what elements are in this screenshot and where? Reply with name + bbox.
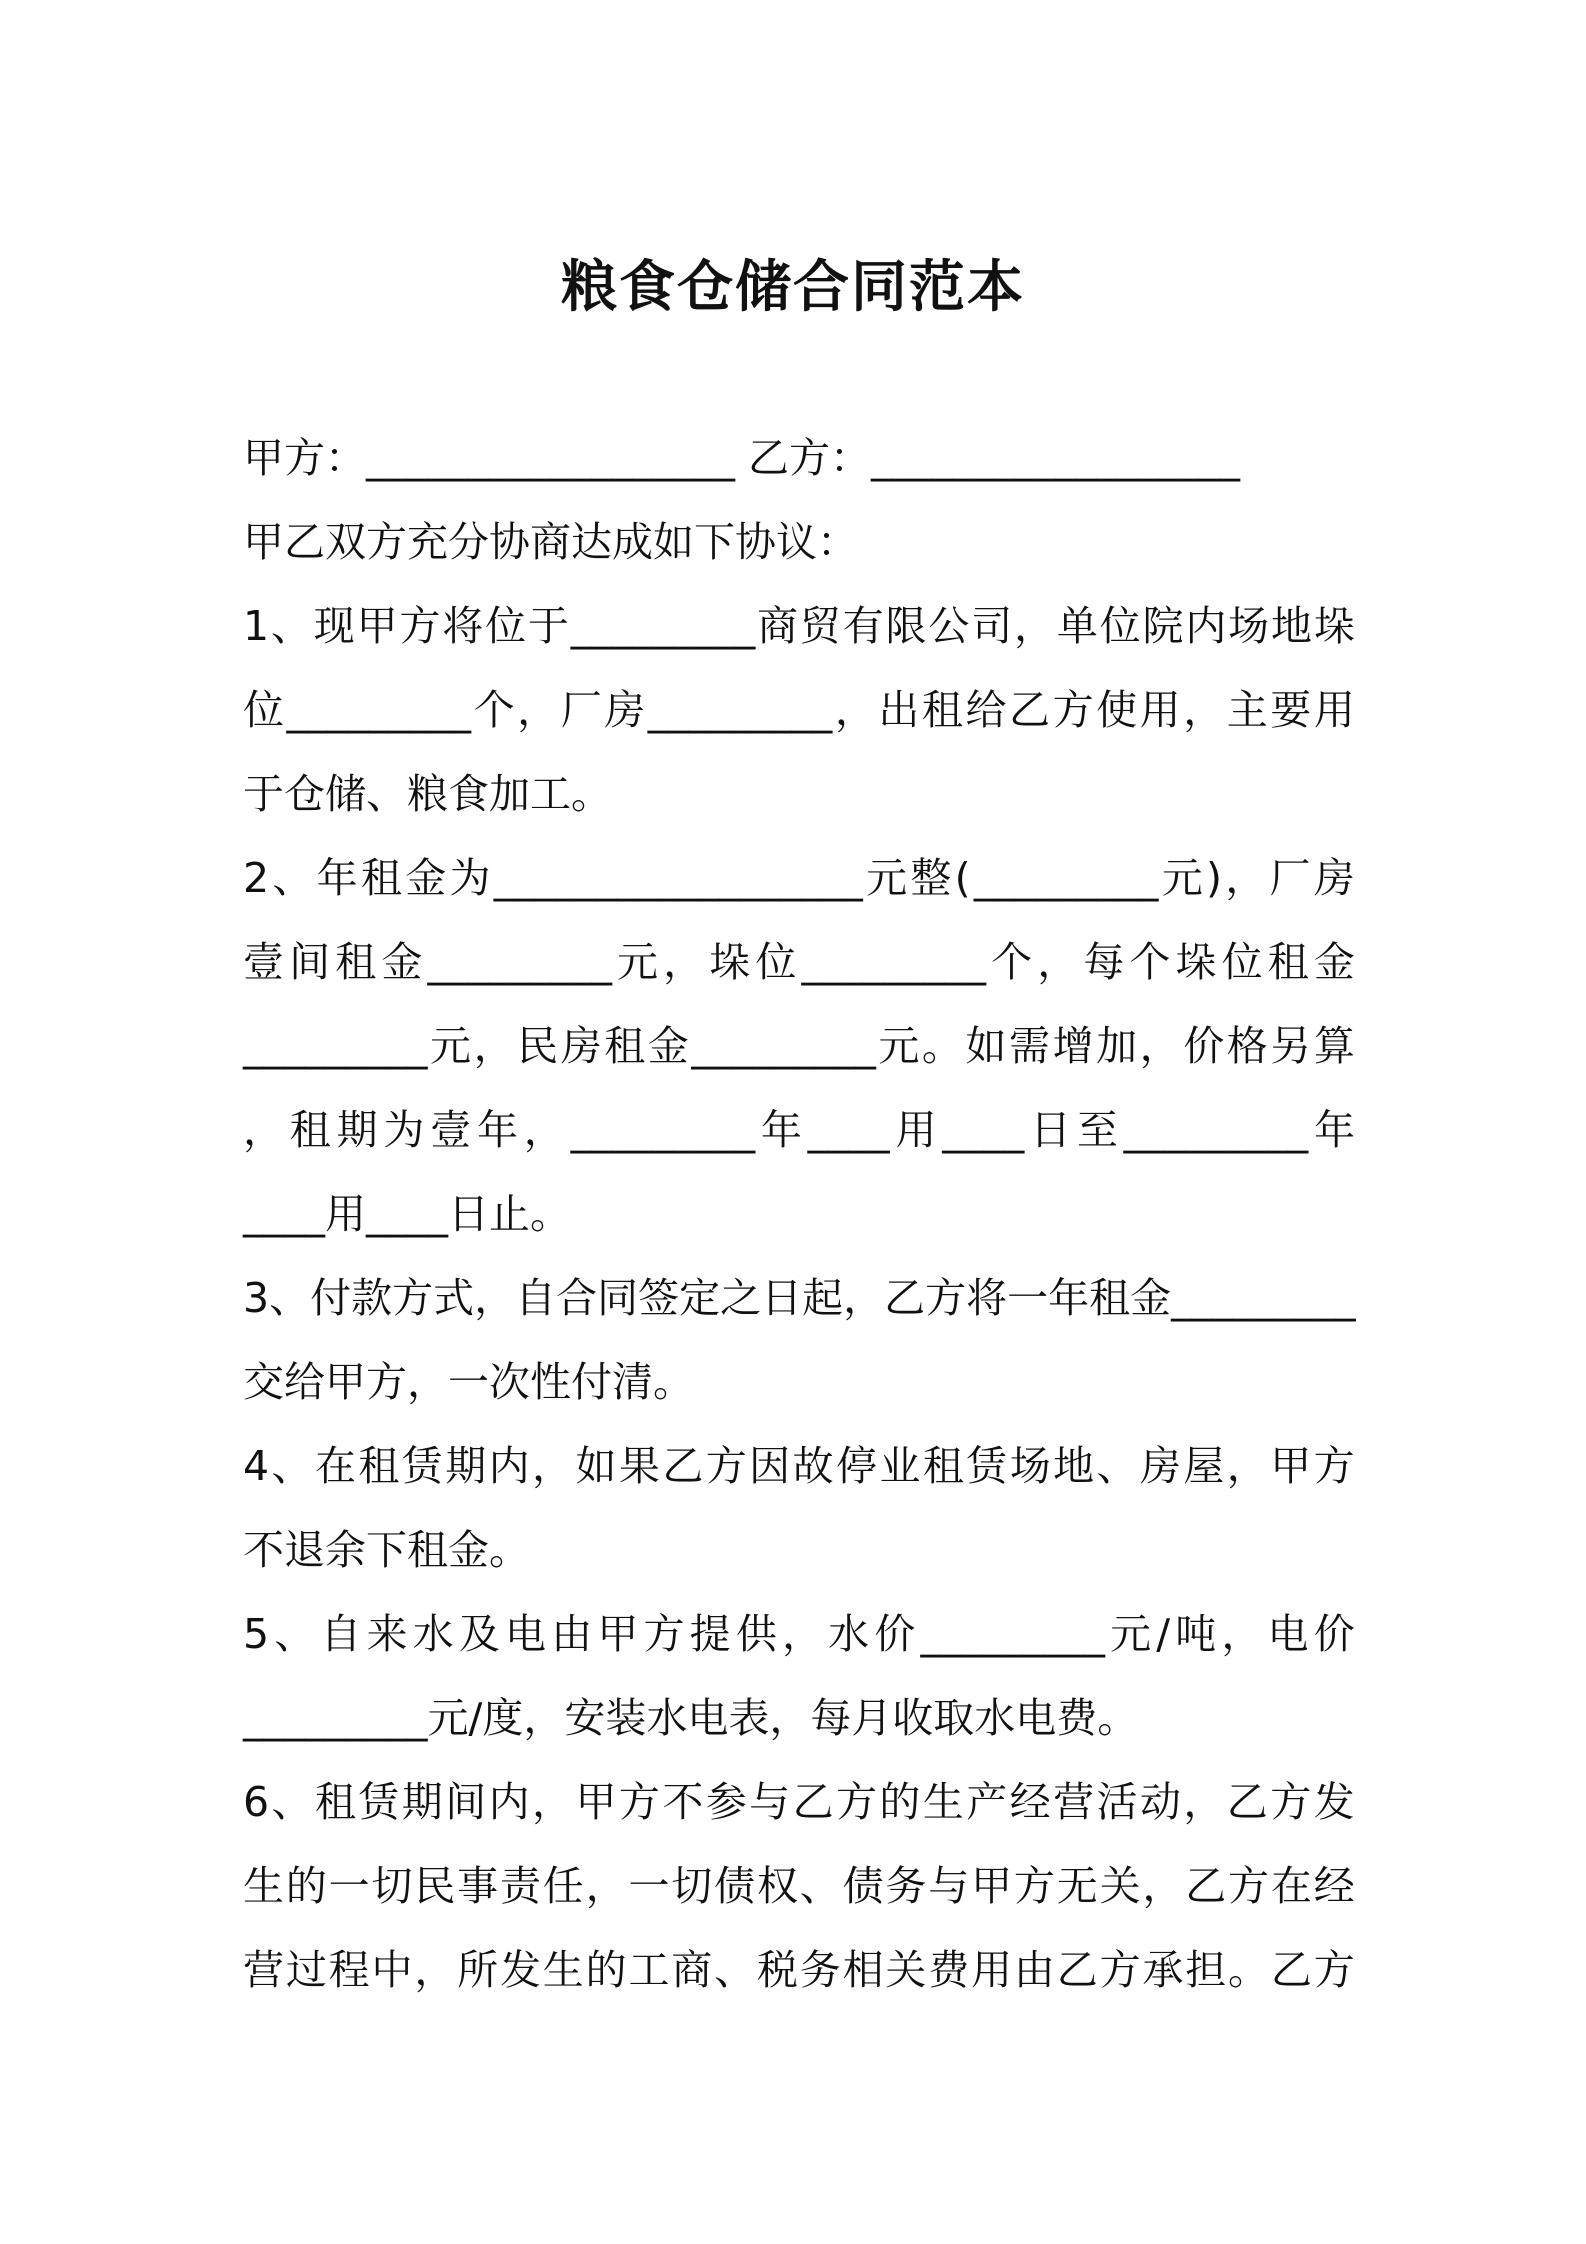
line-char: 故 [792,1442,834,1490]
line-char: 位 [1099,602,1141,650]
line-char: 日 [1030,1106,1072,1154]
line-char: 租 [335,938,377,986]
line-char: 电 [505,1610,547,1658]
line-char: 在 [1270,1862,1312,1910]
line-char: ， [532,1778,574,1826]
text-line [243,1088,1355,1172]
line-char: 生 [922,1778,964,1826]
line-char: _________ [570,602,756,650]
line-char: 甲 [575,1778,617,1826]
document-body [243,416,1355,2012]
line-char: 责 [499,1862,541,1910]
line-char: 经 [1313,1862,1355,1910]
line-char: 起 [802,1274,844,1322]
line-char: 同 [597,1274,639,1322]
line-text: ____用____日止。 [243,1190,571,1238]
line-char: 使 [1096,686,1138,734]
line-char: ， [473,1022,515,1070]
line-char: 权 [756,1862,798,1910]
line-char: 赁 [966,1442,1008,1490]
line-char: 给 [965,686,1007,734]
line-char: 、 [1096,1442,1138,1490]
line-char: 债 [842,1862,884,1910]
line-char: 过 [285,1946,327,1994]
line-char: 不 [662,1778,704,1826]
line-char: ， [414,1946,456,1994]
line-char: 租 [360,854,402,902]
line-char: 1 [243,602,270,650]
line-char: 日 [761,1274,803,1322]
line-char: 发 [1313,1778,1355,1826]
text-line [243,668,1355,752]
line-text: 于仓储、粮食加工。 [243,770,612,818]
line-char: ( [954,854,971,902]
line-char: ， [1183,686,1225,734]
line-char: 事 [457,1862,499,1910]
line-char: 租 [1089,1274,1131,1322]
line-char: 地 [1053,1442,1095,1490]
line-char: 金 [1313,938,1355,986]
line-char: 另 [1270,1022,1312,1070]
line-char: 乙 [884,1274,926,1322]
line-char: 壹 [243,938,284,986]
text-line [243,1256,1355,1340]
line-char: 厂 [560,686,602,734]
line-char: 方 [399,602,441,650]
line-char: 间 [289,938,331,986]
line-char: 承 [1142,1946,1184,1994]
line-char: 元 [1161,854,1203,902]
line-char: 垛 [709,938,751,986]
line-char: 商 [757,602,799,650]
line-char: 间 [445,1778,487,1826]
line-char: 金 [1130,1274,1172,1322]
text-line [243,1760,1355,1844]
line-char: 甲 [1270,1442,1312,1490]
line-char: 定 [679,1274,721,1322]
line-char: 算 [1313,1022,1355,1070]
line-char: 价 [1313,1610,1355,1658]
line-char: 甲 [971,1862,1013,1910]
line-char: 金 [405,854,447,902]
line-char: 程 [328,1946,370,1994]
line-char: 务 [799,1946,841,1994]
line-char: 的 [879,1778,921,1826]
line-char: 方 [925,1274,967,1322]
line-char: 签 [638,1274,680,1322]
text-line [243,1172,1355,1256]
line-char: 担 [1185,1946,1227,1994]
line-char: ， [1037,938,1079,986]
line-char: 切 [371,1862,413,1910]
line-char: 屋 [1183,1442,1225,1490]
line-char: 在 [314,1442,356,1490]
line-char: 5 [243,1610,270,1658]
line-char: _________ [920,1610,1105,1658]
line-char: 房 [1139,1442,1181,1490]
line-char: 参 [705,1778,747,1826]
line-char: 乙 [1270,1946,1312,1994]
line-char: 元 [866,854,908,902]
line-char: 甲 [356,602,398,650]
line-char: _________ [691,1022,876,1070]
text-line [243,416,1355,500]
text-line [243,1844,1355,1928]
line-char: ) [1205,854,1222,902]
line-char: 将 [966,1274,1008,1322]
line-text: 交给甲方，一次性付清。 [243,1358,694,1406]
line-char: 活 [1096,1778,1138,1826]
line-char: 年 [316,854,358,902]
line-char: 自 [515,1274,557,1322]
line-char: 民 [414,1862,456,1910]
line-char: _________ [570,1106,756,1154]
line-char: ____ [807,1106,890,1154]
line-char: ， [517,686,559,734]
line-char: 元 [1110,1610,1152,1658]
line-char: 内 [488,1442,530,1490]
line-char: 与 [928,1862,970,1910]
line-char: 用 [895,1106,937,1154]
line-char: 为 [383,1106,425,1154]
line-char: 业 [879,1442,921,1490]
line-char: 乙 [1056,1946,1098,1994]
line-char: 之 [720,1274,762,1322]
line-char: 场 [1009,1442,1051,1490]
line-char: ， [532,1442,574,1490]
line-char: ， [523,1106,565,1154]
line-char: ____ [942,1106,1025,1154]
line-char: 相 [842,1946,884,1994]
line-char: 电 [1267,1610,1309,1658]
line-char: 的 [585,1946,627,1994]
line-char: ， [1014,602,1056,650]
text-line [243,584,1355,668]
line-text: 甲乙双方充分协商达成如下协议： [243,518,858,566]
line-char: _________ [973,854,1159,902]
line-char: 生 [542,1946,584,1994]
line-char: 乙 [1185,1862,1227,1910]
line-char: 、 [269,1274,311,1322]
line-char: 位 [1221,938,1263,986]
line-char: 吨 [1175,1610,1217,1658]
line-char: _________ [647,686,833,734]
text-line [243,1592,1355,1676]
line-char: 整 [910,854,952,902]
line-char: 个 [1129,938,1171,986]
line-char: 租 [289,1106,331,1154]
line-char: 如 [575,1442,617,1490]
line-char: 位 [755,938,797,986]
line-char: / [1156,1610,1171,1658]
line-char: 金 [647,1022,689,1070]
line-char: ， [585,1862,627,1910]
line-char: 方 [705,1442,747,1490]
line-char: 务 [885,1862,927,1910]
line-char: 垛 [1175,938,1217,986]
line-char: 发 [499,1946,541,1994]
line-char: 动 [1139,1778,1181,1826]
line-char: 所 [457,1946,499,1994]
text-line [243,752,1355,836]
line-char: ， [843,1274,885,1322]
line-char: 房 [604,686,646,734]
line-char: 方 [1099,1946,1141,1994]
line-char: 赁 [401,1442,443,1490]
line-char: 需 [1009,1022,1051,1070]
line-char: 贸 [799,602,841,650]
text-line [243,1004,1355,1088]
line-char: 租 [604,1022,646,1070]
line-char: 付 [310,1274,352,1322]
line-char: 。 [921,1022,963,1070]
line-char: 为 [449,854,491,902]
line-text: 不退余下租金。 [243,1526,530,1574]
line-char: 用 [971,1946,1013,1994]
line-char: 位 [485,602,527,650]
line-char: ， [834,686,876,734]
line-char: 乙 [792,1778,834,1826]
line-char: 因 [749,1442,791,1490]
line-char: 生 [243,1862,284,1910]
line-char: 房 [1313,854,1355,902]
line-char: 每 [1083,938,1125,986]
line-char: 赁 [358,1778,400,1826]
line-char: 厂 [1269,854,1311,902]
line-char: 水 [828,1610,870,1658]
line-text: 甲方：__________________ 乙方：__________________ [243,434,1241,482]
text-line [243,1508,1355,1592]
line-char: 关 [1099,1862,1141,1910]
line-char: 及 [458,1610,500,1658]
line-char: 4 [243,1442,270,1490]
line-char: 合 [556,1274,598,1322]
line-char: 费 [928,1946,970,1994]
line-char: 水 [412,1610,454,1658]
line-char: 一 [328,1862,370,1910]
line-char: ， [781,1610,823,1658]
line-char: 供 [735,1610,777,1658]
line-char: 至 [1076,1106,1118,1154]
line-char: 限 [885,602,927,650]
line-text: _________元/度，安装水电表，每月收取水电费。 [243,1694,1139,1742]
line-char: 内 [1185,602,1227,650]
line-char: ， [1183,1778,1225,1826]
line-char: ， [1225,854,1267,902]
line-char: 债 [714,1862,756,1910]
line-char: 元 [878,1022,920,1070]
line-char: 、 [271,1442,313,1490]
line-char: 场 [1228,602,1270,650]
line-char: 地 [1270,602,1312,650]
line-char: 产 [966,1778,1008,1826]
line-char: 年 [1048,1274,1090,1322]
line-char: 一 [1007,1274,1049,1322]
line-char: 2 [243,854,270,902]
line-char: 租 [358,1442,400,1490]
line-char: 租 [921,686,963,734]
line-char: 位 [243,686,284,734]
line-char: 用 [1139,686,1181,734]
line-char: 内 [488,1778,530,1826]
line-char: ， [474,1274,516,1322]
line-char: 期 [445,1442,487,1490]
line-char: 元 [617,938,659,986]
line-char: 、 [714,1946,756,1994]
line-char: 单 [1056,602,1098,650]
line-char: ， [243,1106,284,1154]
line-char: 院 [1142,602,1184,650]
line-char: 式 [433,1274,475,1322]
line-char: 方 [1313,1946,1355,1994]
line-char: 价 [1183,1022,1225,1070]
line-char: 主 [1226,686,1268,734]
line-char: 年 [760,1106,802,1154]
line-char: 中 [371,1946,413,1994]
line-char: 由 [551,1610,593,1658]
line-char: 乙 [1009,686,1051,734]
document-title: 粮食仓储合同范本 [561,255,1025,320]
line-char: 与 [749,1778,791,1826]
line-char: 个 [991,938,1033,986]
line-char: 切 [671,1862,713,1910]
line-char: 。 [1228,1946,1270,1994]
line-char: 方 [1228,1862,1270,1910]
line-char: 垛 [1313,602,1355,650]
line-char: ， [1142,1862,1184,1910]
line-char: 、 [272,854,314,902]
line-char: 来 [366,1610,408,1658]
line-char: 期 [336,1106,378,1154]
line-char: 用 [1313,686,1355,734]
line-char: 乙 [1226,1778,1268,1826]
line-char: 租 [922,1442,964,1490]
line-char: 期 [401,1778,443,1826]
line-char: 方 [1013,1862,1055,1910]
line-char: 一 [628,1862,670,1910]
line-char: _________ [427,938,612,986]
line-char: ， [1226,1442,1268,1490]
line-char: 方 [1052,686,1094,734]
line-char: 的 [285,1862,327,1910]
line-char: 无 [1056,1862,1098,1910]
line-char: 出 [878,686,920,734]
line-char: _________ [1123,1106,1309,1154]
text-line [243,1928,1355,2012]
line-char: 乙 [662,1442,704,1490]
line-char: 元 [430,1022,472,1070]
text-line [243,920,1355,1004]
line-char: 加 [1096,1022,1138,1070]
line-char: 价 [874,1610,916,1658]
line-char: 甲 [597,1610,639,1658]
line-char: 如 [965,1022,1007,1070]
line-char: ， [1139,1022,1181,1070]
line-char: 将 [442,602,484,650]
line-char: _________ [801,938,986,986]
line-char: 方 [1270,1778,1312,1826]
line-char: 任 [542,1862,584,1910]
line-char: 款 [351,1274,393,1322]
line-char: 有 [842,602,884,650]
line-char: 房 [560,1022,602,1070]
line-char: _________ [243,1022,428,1070]
line-char: 方 [1313,1442,1355,1490]
text-line [243,836,1355,920]
text-line [243,1340,1355,1424]
line-char: __________________ [493,854,863,902]
line-char: 个 [473,686,515,734]
line-char: 经 [1009,1778,1051,1826]
line-char: 民 [517,1022,559,1070]
line-char: ， [663,938,705,986]
line-char: 提 [689,1610,731,1658]
line-char: 、 [270,602,312,650]
line-char: 关 [885,1946,927,1994]
line-char: 格 [1226,1022,1268,1070]
text-line [243,1676,1355,1760]
line-char: 金 [381,938,423,986]
text-line [243,500,1355,584]
line-char: 、 [274,1610,316,1658]
line-char: 年 [1313,1106,1355,1154]
line-char: 、 [799,1862,841,1910]
line-char: 果 [618,1442,660,1490]
line-char: 工 [628,1946,670,1994]
line-char: 壹 [430,1106,472,1154]
line-char: 商 [671,1946,713,1994]
line-char: 公 [928,602,970,650]
line-char: 现 [313,602,355,650]
line-char: 方 [618,1778,660,1826]
line-char: 6 [243,1778,270,1826]
line-char: _________ [286,686,472,734]
line-char: 、 [271,1778,313,1826]
line-char: 司 [971,602,1013,650]
line-char: 营 [1053,1778,1095,1826]
line-char: 由 [1013,1946,1055,1994]
line-char: 要 [1270,686,1312,734]
line-char: 租 [1267,938,1309,986]
line-char: 增 [1052,1022,1094,1070]
line-char: 租 [314,1778,356,1826]
line-char: 停 [836,1442,877,1490]
line-char: 税 [756,1946,798,1994]
line-char: 方 [836,1778,877,1826]
line-char: 方 [392,1274,434,1322]
line-char: _________ [1171,1274,1356,1322]
line-char: 3 [243,1274,270,1322]
line-char: 方 [643,1610,685,1658]
line-char: 于 [527,602,569,650]
line-char: 年 [476,1106,518,1154]
line-char: ， [1221,1610,1263,1658]
line-char: 自 [320,1610,362,1658]
text-line [243,1424,1355,1508]
line-char: 营 [243,1946,284,1994]
